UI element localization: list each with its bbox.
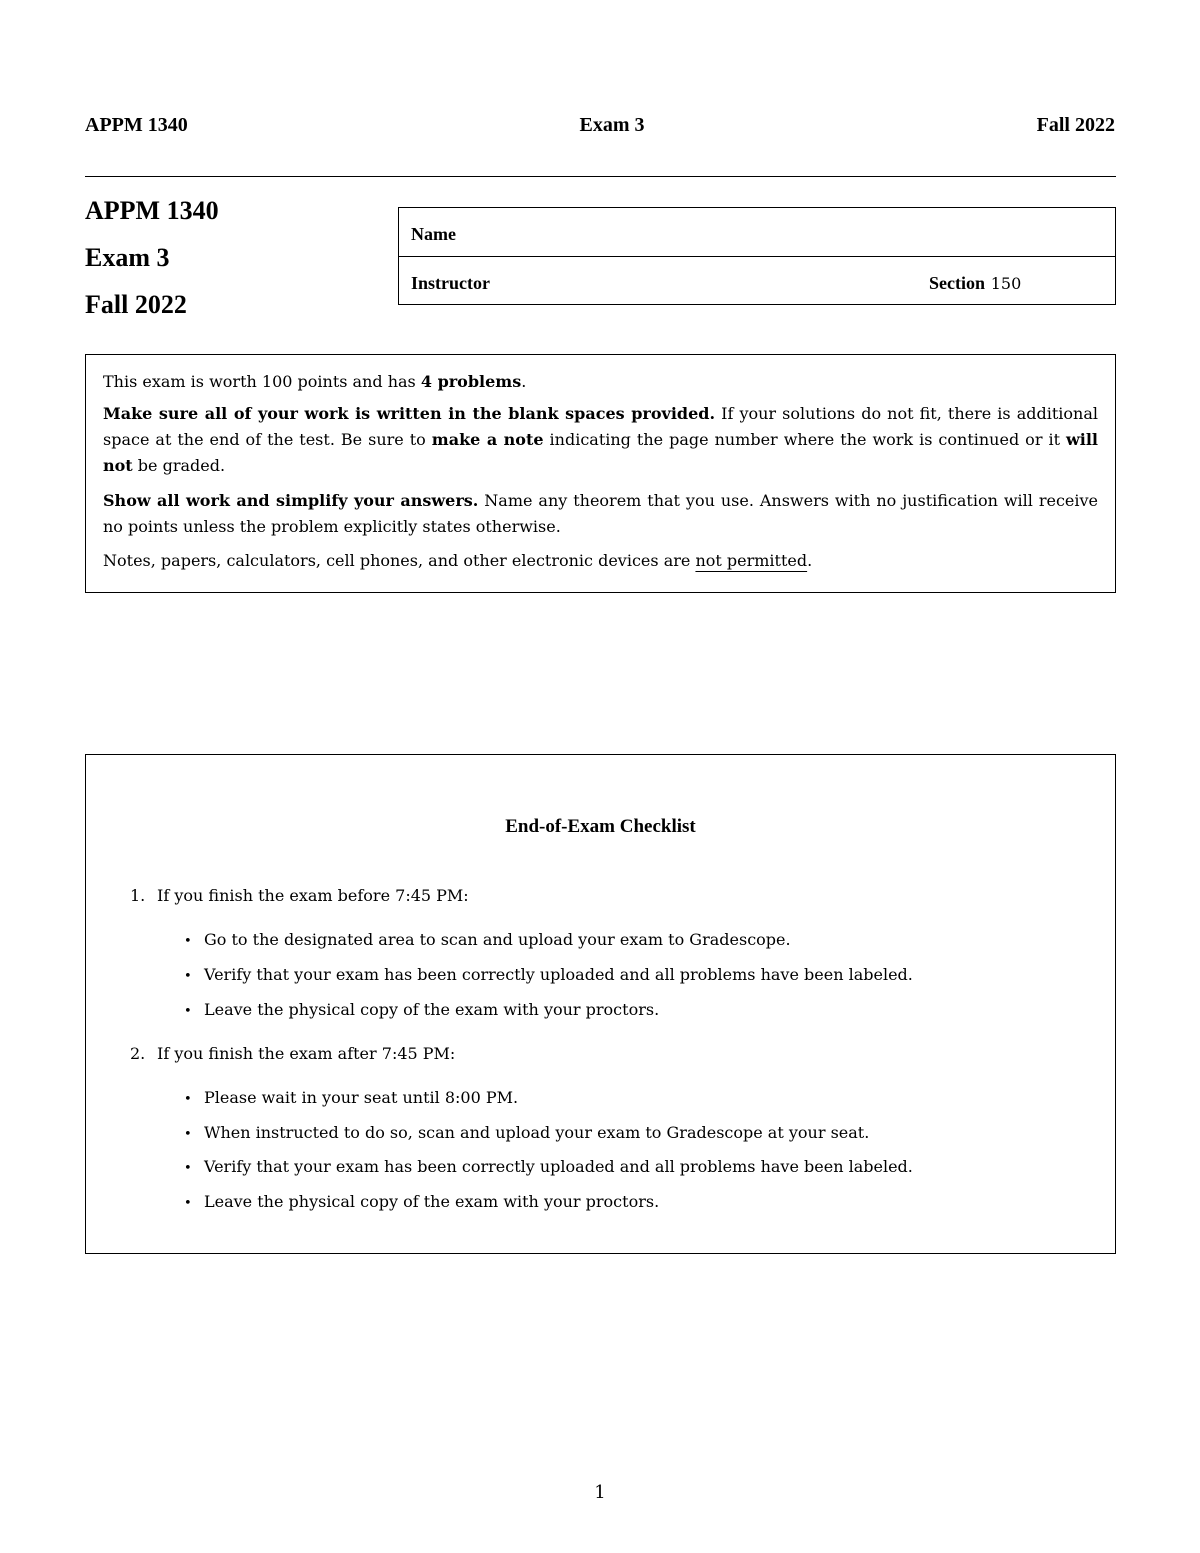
instr-bold: Make sure all of your work is written in the blank spaces provided. (103, 404, 716, 423)
header-course: APPM 1340 (85, 114, 188, 136)
instr-text: If your solutions do not fit, there is additional space at the end of the test. Be sure to (103, 404, 1098, 449)
instructor-row[interactable] (399, 257, 1115, 305)
bullet-text: Verify that your exam has been correctly uploaded and all problems have been labeled. (204, 1157, 913, 1176)
instr-bold: will not (103, 430, 1099, 475)
item-text: If you finish the exam after 7:45 PM: (157, 1044, 456, 1063)
checklist-title: End-of-Exam Checklist (505, 816, 696, 837)
section-field (929, 273, 1021, 294)
bullet-icon: • (184, 934, 192, 949)
checklist-bullet (184, 1000, 659, 1019)
bullet-icon: • (184, 1092, 192, 1107)
instr-text: be graded. (132, 456, 226, 475)
page-number: 1 (594, 1482, 606, 1503)
instr-bold: Show all work and simplify your answers. (103, 491, 479, 510)
name-row[interactable] (399, 208, 1115, 257)
item-number: 2. (130, 1044, 146, 1063)
checklist-bullet (184, 1157, 913, 1176)
instr-text: indicating the page number where the work is continued or it (543, 430, 1066, 449)
instr-text: This exam is worth 100 points and has (103, 372, 421, 391)
bullet-text: Verify that your exam has been correctly uploaded and all problems have been labeled. (204, 965, 913, 984)
section-label: Section (929, 273, 985, 293)
instr-underlined: not permitted (695, 551, 808, 570)
instructions-box (85, 354, 1116, 593)
title-term: Fall 2022 (85, 290, 187, 319)
section-value: 150 (990, 274, 1022, 293)
checklist-bullet (184, 1192, 659, 1211)
bullet-text: Go to the designated area to scan and upload your exam to Gradescope. (204, 930, 791, 949)
bullet-text: Leave the physical copy of the exam with your proctors. (204, 1000, 660, 1019)
bullet-icon: • (184, 1127, 192, 1142)
bullet-text: Leave the physical copy of the exam with your proctors. (204, 1192, 660, 1211)
instr-bold: 4 problems (420, 372, 522, 391)
checklist-bullet (184, 1123, 869, 1142)
header-term: Fall 2022 (1036, 114, 1115, 136)
checklist-bullet (184, 965, 913, 984)
header-exam: Exam 3 (579, 114, 645, 136)
instr-text: . (807, 551, 813, 570)
name-label: Name (411, 224, 456, 244)
title-exam: Exam 3 (85, 243, 170, 272)
instr-text: Name any theorem that you use. Answers with no justification will receive no points unless the problem explicitly states otherwise. (103, 491, 1098, 536)
checklist-item (130, 1044, 455, 1063)
bullet-icon: • (184, 1161, 192, 1176)
bullet-icon: • (184, 1196, 192, 1211)
instructions-work-space (103, 401, 1098, 479)
checklist-box (85, 754, 1116, 1254)
instr-text: . (521, 372, 527, 391)
title-course: APPM 1340 (85, 196, 219, 225)
bullet-icon: • (184, 969, 192, 984)
checklist-bullet (184, 930, 791, 949)
instructions-devices (103, 548, 1098, 574)
checklist-bullet (184, 1088, 518, 1107)
header-rule (85, 176, 1116, 177)
bullet-icon: • (184, 1004, 192, 1019)
bullet-text: Please wait in your seat until 8:00 PM. (204, 1088, 519, 1107)
student-id-box (398, 207, 1116, 305)
item-text: If you finish the exam before 7:45 PM: (157, 886, 469, 905)
item-number: 1. (130, 886, 146, 905)
instructions-show-work (103, 488, 1098, 540)
instructions-points (103, 369, 1098, 395)
instr-bold: make a note (431, 430, 544, 449)
instructor-label: Instructor (411, 273, 490, 293)
instr-text: Notes, papers, calculators, cell phones, and other electronic devices are (103, 551, 696, 570)
checklist-item (130, 886, 469, 905)
bullet-text: When instructed to do so, scan and upload your exam to Gradescope at your seat. (204, 1123, 870, 1142)
